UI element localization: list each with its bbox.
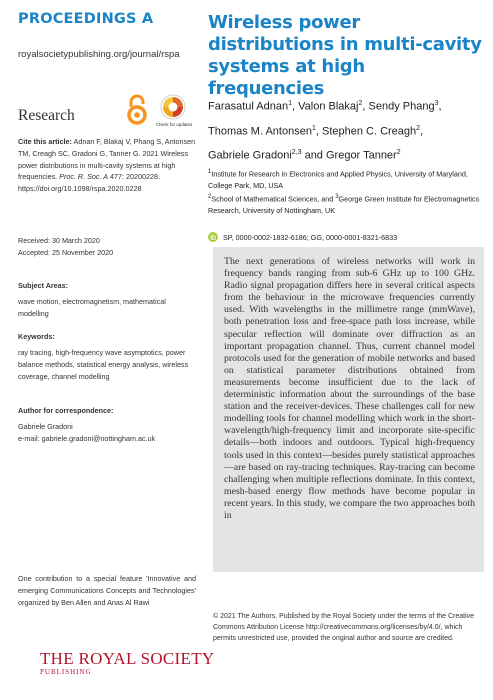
accepted-date: Accepted: 25 November 2020: [18, 247, 114, 257]
keywords-heading: Keywords:: [18, 332, 55, 341]
check-for-updates-label: Check for updates: [155, 122, 193, 127]
correspondence-name: Gabriele Gradoni: [18, 422, 73, 431]
section-label: Research: [18, 107, 75, 124]
author-name: Farasatul Adnan: [208, 100, 289, 113]
subject-heading: Subject Areas:: [18, 281, 69, 290]
license-text: © 2021 The Authors. Published by the Royal Society under the terms of the Creative Commons Attribution License http://creativecommons.org/licenses/by/4.0/, which permits unrestricted use, provided the original author and source are credited.: [213, 613, 475, 643]
cite-doi[interactable]: https://doi.org/10.1098/rspa.2020.0228: [18, 184, 142, 194]
author-list: Farasatul Adnan$^1$, Valon Blakaj$^2$, Sendy Phang$^3$, Thomas M. Antonsen$^1$, Stephen C. Creagh$^2$, Gabriele Gradoni$^{2,3}$ and Gregor Tanner$^2$: [208, 100, 442, 162]
dates-block: [18, 235, 196, 259]
author-affil: 1: [288, 100, 293, 107]
author-name: Thomas M. Antonsen: [208, 125, 312, 138]
check-for-updates-icon[interactable]: [160, 94, 186, 120]
affiliations: $^1$Institute for Research in Electronics and Applied Physics, University of Maryland, College Park, MD, USA $^2$School of Mathematical Sciences, and $^3$George Green Institute for Electromagnetics Research, University of Nottingham, UK: [208, 169, 480, 215]
publisher-logo: THE ROYAL SOCIETY: [40, 649, 215, 668]
correspondence-email[interactable]: gabriele.gradoni@nottingham.ac.uk: [41, 433, 156, 443]
cite-journal: Proc. R. Soc. A: [59, 172, 109, 182]
received-date: Received: 30 March 2020: [18, 236, 100, 245]
author-name: Gregor Tanner: [325, 149, 397, 162]
abstract-text: The next generations of wireless networks will work in frequency bands ranging from sub-6 GHz up to 100 GHz. Radio signal propagation differs here in several critical aspects from the behaviour in the microwave frequencies currently used. With wavelengths in the millimetre range (mmWave), both penetration loss and free-space path loss increase, while specular reflection will dominate over diffraction as an important propagation channel. Thus, current channel model protocols used for the generation of mobile networks and based on statistical parameter distributions obtained from measurements become insufficient due to the lack of deterministic information about the surroundings of the base station and the receiver-devices. These challenges call for new modelling tools for channel modelling which work in the short-wavelength/high-frequency limit and incorporate site-specific details—both indoors and outdoors. Typical high-frequency tools used in this context—besides purely statistical approaches—are based on ray-tracing techniques. Ray-tracing can become challenging when multiple reflections dominate. In this context, mesh-based energy flow methods have become popular in recent years. In this study, we compare the two approaches both in: [224, 256, 475, 521]
correspondence-heading: Author for correspondence:: [18, 406, 114, 415]
affiliation: School of Mathematical Sciences, and: [211, 193, 336, 203]
author-affil: 1: [311, 124, 316, 132]
author-affil: 2: [416, 124, 421, 132]
journal-name: PROCEEDINGS A: [18, 11, 154, 27]
article-title: Wireless power distributions in multi-cavity systems at high frequencies: [208, 12, 482, 99]
author-affil: 3: [434, 100, 439, 107]
affiliation: George Green Institute for Electromagnetics Research, University of Nottingham, UK: [208, 193, 480, 215]
author-affil: 2: [396, 149, 401, 157]
author-name: Sendy Phang: [368, 100, 435, 113]
publisher-sub: PUBLISHING: [40, 668, 92, 676]
citation-block: [18, 136, 196, 195]
abstract-box: [213, 247, 484, 572]
subject-areas: wave motion, electromagnetism, mathematical modelling: [18, 297, 166, 318]
open-access-icon: [126, 94, 148, 125]
orcid-row: [208, 232, 397, 242]
correspondence-block: [18, 421, 196, 445]
contribution-note: One contribution to a special feature 'Innovative and emerging Communications Concepts and Technologies' organized by Ben Allen and Anas Al Rawi: [18, 574, 196, 607]
author-name: Gabriele Gradoni: [208, 149, 292, 162]
author-affil: 2: [358, 100, 363, 107]
author-name: Valon Blakaj: [298, 100, 359, 113]
cite-ref: 477: 20200228.: [110, 172, 160, 182]
keywords: ray tracing, high-frequency wave asymptotics, power balance methods, statistical energy analysis, wireless coverage, channel modelling: [18, 348, 189, 381]
cite-text: Adnan F, Blakaj V, Phang S, Antonsen TM, Creagh SC, Gradoni G, Tanner G. 2021 Wireless power distributions in multi-cavity systems at high frequencies.: [18, 137, 196, 182]
affiliation: Institute for Research in Electronics and Applied Physics, University of Maryland, College Park, MD, USA: [208, 169, 468, 190]
journal-url[interactable]: royalsocietypublishing.org/journal/rspa: [18, 49, 180, 60]
email-label: e-mail:: [18, 433, 40, 443]
orcid-ids[interactable]: SP, 0000-0002-1832-6186; GG, 0000-0001-8321-6833: [223, 232, 398, 242]
author-affil: 2,3: [291, 149, 302, 157]
author-name: Stephen C. Creagh: [321, 125, 417, 138]
cite-label: Cite this article:: [18, 137, 72, 146]
orcid-icon[interactable]: [208, 232, 218, 242]
